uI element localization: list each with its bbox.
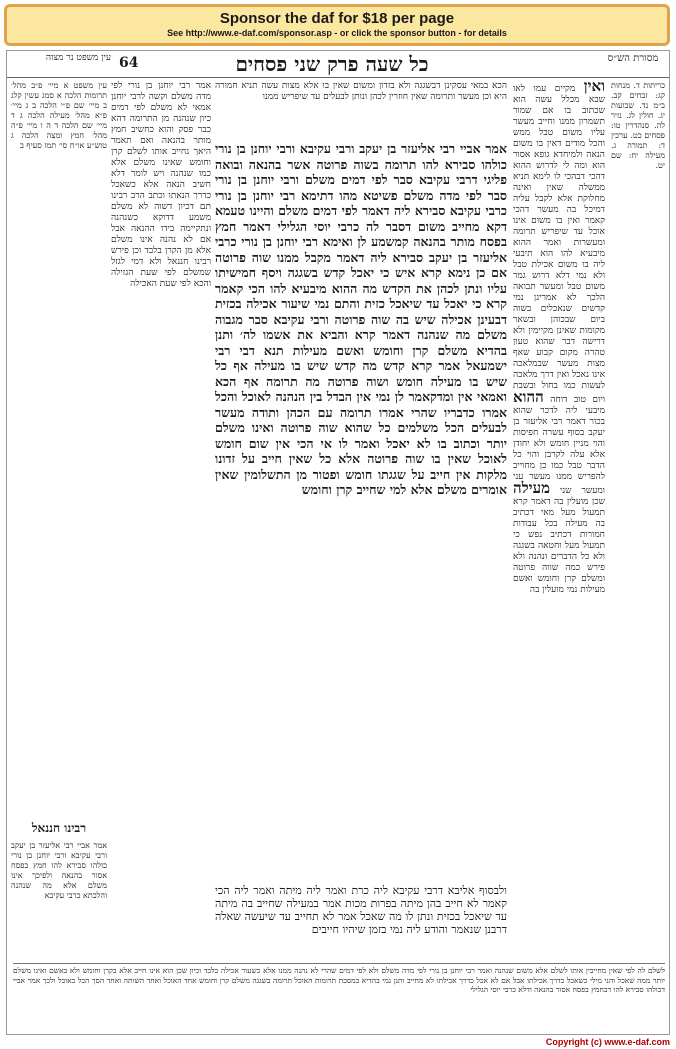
rashi-lead-word: ואין [583, 81, 605, 95]
ein-mishpat-header: עין משפט נר מצוה [45, 53, 111, 63]
rashi-text: מקיים עמו לאו שבא מכלל עשה הוא שכתוב בו אם שמור תשמרון ממנו וחייב מעשר עליו משום טבל ממש והכל מודים דאין בו משום הנאה ולמיחדא גופא אסור הוא ומה לי לדרוש ההוא דהכי דבהכי לו לימא תניא ממשלה שאין ואינה מחלוקת אלא לקבל עליה דמיכל בה מעשר דהכי קאמר ואין בו משום אינו אוכל עד שיפריש תרומה ומעשרות ואמר ההוא מיבעיא להו הוא תיבעי ליה בו משום אכילת טבל ולא נמי דלא דרוש גמר משום טבל ומעשר תבואה הלכך לא אמרינן נמי קדשים שנאכלים בשוה ביום שבכוהן ובשאר מקומות שאינן מקיימין ולא דרישה דבר שהוא טעון טהרה מקום קבוע שאף מצות מעשר שבמלאכה אינו נאכל ואין דרך מלאכה לעשות כמו בחול ובשבת ויום טוב דוחה [513, 84, 605, 405]
masoret-hashas-column: כריתות ד. מנחות קג: זבחים קב. ב״מ נד. שבועות יג. חולין לג. נזיר לה. סנהדרין טו: פסחים כט. ערכין ד: תמורה ג. מעילה יח: שם יט. [611, 81, 665, 170]
ein-mishpat-column: עין משפט א מיי׳ פ״ב מהל׳ תרומות הלכה א סמג עשין קלג ב מיי׳ שם פ״י הלכה ב ג מיי׳ פ״א מהל׳ מעילה הלכה ג ד מיי׳ שם הלכה ד ה ו מיי׳ פ״ה מהל׳ חמץ ומצה הלכה ג טוש״ע או״ח סי׳ תמז סעיף ב [11, 81, 107, 150]
sponsor-title[interactable]: Sponsor the daf for $18 per page [219, 10, 455, 27]
main-text-top: הכא במאי עסקינן דבשגגה ולא בזדון ומשום שאין בו אלא מצות עשה תניא חמורה היא וכן מעשר ותרומה שאין חוזרין לכהן ונותן לבעלים עד שיפריש ממנו [215, 81, 507, 102]
talmud-page [6, 50, 670, 1035]
rabbenu-chananel-text: אמר אביי רבי אליעזר בן יעקב ורבי עקיבא ורבי יוחנן בן נורי כולהו סבירא להו חמץ בפסח אסור בהנאה ולפיכך אינו משלם אלא מה שנהנה והלכתא כרבי עקיבא [11, 841, 107, 900]
page-number: 64 [119, 55, 139, 71]
rashi-column [513, 81, 605, 961]
rashi-text-2: מיבעי ליה לדכר שהוא בכור דאמר רבי אליעזר בן יעקב בסוף עשרה חפיסות והוי מניין חומש ולא יחודן אלא עלה לקרבן והוי כל הדבר טבל כמו כן מחוייב להפריש ממנו מעשר עני ומעשר שני [513, 406, 605, 496]
rashi-lead-word-2: ההוא [513, 388, 544, 406]
rashi-lead-word-3: מעילה [513, 479, 550, 497]
page-header [7, 51, 669, 78]
page-title: כל שעה פרק שני פסחים [235, 52, 429, 76]
rashi-text-3: שכן מועלין בה דאמר קרא תמעול מעל מאי דכתיב בה מעילה בכל עבודות חמורות דכתיב נפש כי תמעול מעל וחטאה בשגגה ולא כל הדברים ונהנה ולא פירש כמה שווה פרוטה ומשלם קרן וחומש ואשם מעילות נמי מועלין בה [513, 497, 605, 595]
footer-commentary: לשלם לה לפי שאין מחייבין אותו לשלם אלא משום שנהנה ואמר רבי יוחנן בן נורי לפי מדה משלם ולא לפי דמים שהרי לא נהנה ממנו אלא כשעור אכילה בלבד וכיון שכן הוא אינו חייב אלא בקרן וחומש ולא באשם ואינו משלם יותר ממה שאכל והני מילי כשאכל כדרך אכילתו אבל אם לא אכל כדרך אכילתו לא מחייב ותנן נמי בהדיא במסכת תרומות האוכל תרומה בשגגה משלם קרן וחומש אחד האוכל ואחד השותה ואחד הסך הכל כאוכל ולכך אמר אביי דכולהו סבירא להו דבחמץ בפסח אסור בהנאה ודלא כרבי יוסי הגלילי [13, 963, 665, 1036]
copyright-notice[interactable]: Copyright (c) www.e-daf.com [545, 1037, 670, 1047]
rabbenu-chananel-heading: רבינו חננאל [31, 821, 87, 835]
masoret-hashas-header: מסורת הש״ס [607, 53, 659, 64]
sponsor-banner[interactable] [4, 4, 670, 46]
sponsor-subtitle[interactable]: See http://www.e-daf.com/sponsor.asp - or click the sponsor button - for details [167, 28, 507, 38]
gemara-main-text: אמר אביי רבי אליעזר בן יעקב ורבי עקיבא ורבי יוחנן בן נורי כולהו סבירא להו תרומה בשוה פרוטה אשר בהנאה ובואה פליגי דרבי עקיבא סבר לפי דמים משלם ורבי יוחנן בן נורי סבר לפי מדה משלם פשיטא מהו דתימא רבי יוחנן בן נורי כרבי עקיבא סבירא ליה דאמר לפי דמים משלם והיינו טעמא דקא מחייב משום דסבר לה כרבי יוסי הגלילי דאמר חמץ בפסח מותר בהנאה קמשמע לן ואימא רבי יוחנן בן נורי כרבי אליעזר בן יעקב סבירא ליה דאמר מקבל ממנו שוה פרוטה אם כן נימא קרא איש כי יאכל קדש בשגגה ויסף חמישיתו עליו ונתן לכהן את הקדש מה ההוא מיבעיא להו הכי קאמר קרא כי יאכל עד שיאכל כזית והתם נמי שיעור אכילה בכזית דבעינן אכילה שיש בה שוה פרוטה ורבי עקיבא סבר מגבוה משלם מה שנהנה דאמר קרא והביא את אשמו לה׳ ותנן בהדיא משלם קרן וחומש ואשם מעילות תנא דבי רבי ישמעאל אמר קרא קדש מה קדש שיש בו מעילה אף כל שיש בו מעילה חומש ושוה פרוטה מה תרומה אף הכא ואמאי אין ומדקאמר לן נמי אין הבדל בין הנהנה לאוכל והכל אמרו כדבריו שהרי אמרו תרומה עם הכהן ותודה מעשר לבעלים הכל משלמים כל שהוא שוה פרוטה ואינו משלם יותר וכתוב בו לא יאכל ואמר לו אי הכי אין שום חומש לאוכל שאין בו שוה פרוטה אלא כל שאין חייב על זדונו מלקות אין חייב על שגגתו חומש ופטור מן התשלומין שאין אומרים משלם אלא למי שחייב קרן וחומש [215, 141, 507, 497]
tosfot-column: אמר רבי יוחנן בן נורי לפי מדה משלם וקשה לרבי יוחנן אמאי לא משלם לפי דמים כיון שנהנה מן התרומה דהא כבר פסק והוא כחשיב חמץ מותר בהנאה ואם תאמר היאך נחייב אותו לשלם קרן וחומש שאינו משלם אלא כמו שנהנה ויש לומר דלא חשיב הנאה אלא כשאכל כדרך הנאתו וכתב הרב רבינו תם דכיון דשוה לא משלם משמע דדוקא כשנהנה ונתקיימה בידו ההנאה אבל אם לא נהנה אינו משלם אלא מן הקרן בלבד וכן פירש רבינו חננאל ולא דמי לגזל שמשלם לפי שעת הגזילה והכא לפי שעת האכילה [111, 81, 211, 289]
gemara-main-text-end: ולבסוף אליבא דרבי עקיבא ליה כרת ואמר ליה מיתה ואמר ליה הכי קאמר לא חייב בהן מיתה בפרות מכות אמר במעילה שחייב בה מיתה עד שיאכל בכזית ונתן לו מה שאכל אמר לא תחייב עד שיעשה שאלה דרבנן שנאמר והודע ליה נמי בזמן שיהיו חייבים [215, 884, 507, 936]
